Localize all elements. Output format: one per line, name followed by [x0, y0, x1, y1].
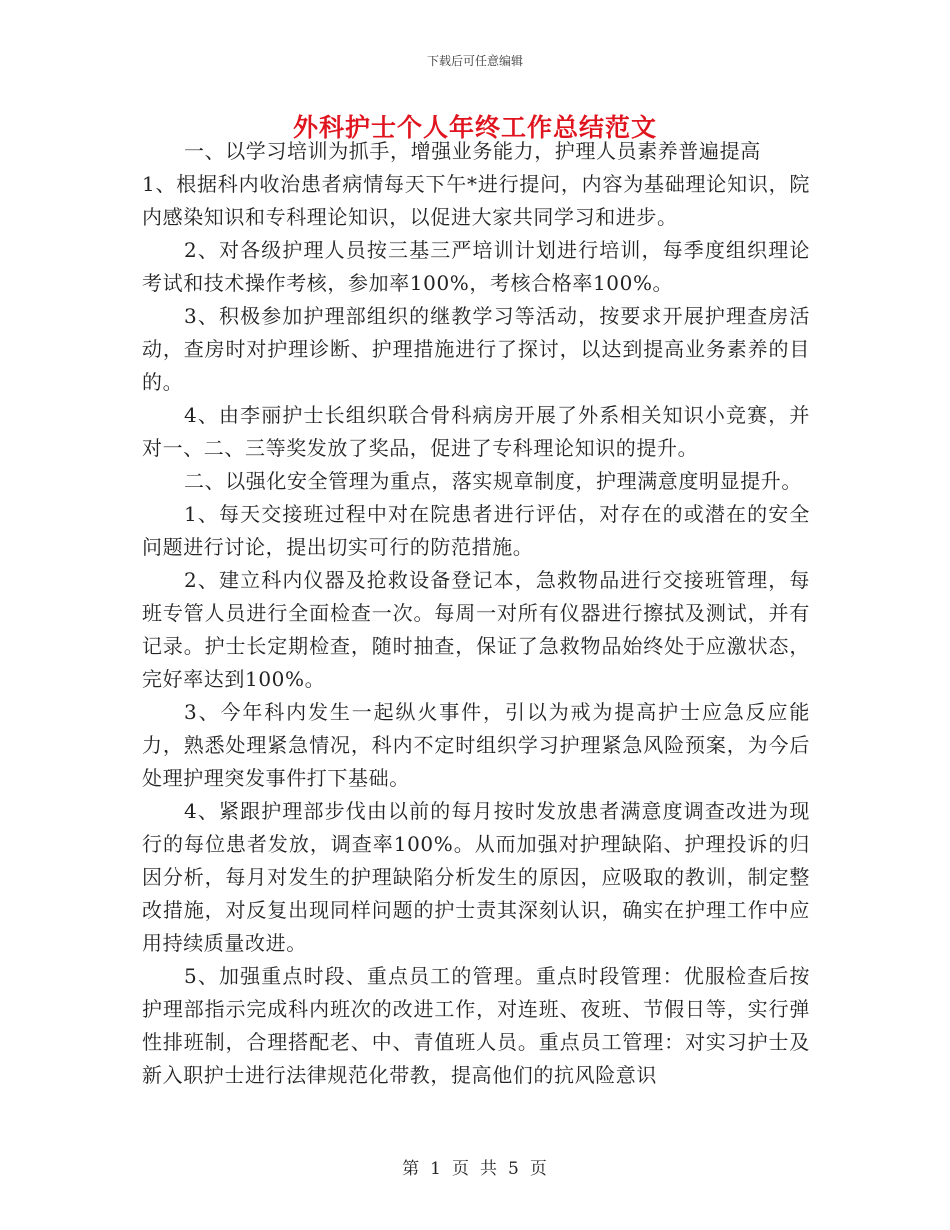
paragraph: 4、紧跟护理部步伐由以前的每月按时发放患者满意度调查改进为现行的每位患者发放，调查率100%。从而加强对护理缺陷、护理投诉的归因分析，每月对发生的护理缺陷分析发生的原因，应吸取的教训，制定整改措施，对反复出现同样问题的护士责其深刻认识，确实在护理工作中应用持续质量改进。 [142, 799, 810, 955]
header-note: 下载后可任意编辑 [426, 54, 523, 68]
page-footer [0, 1154, 950, 1179]
paragraph: 1、每天交接班过程中对在院患者进行评估，对存在的或潜在的安全问题进行讨论，提出切实可行的防范措施。 [142, 502, 810, 559]
footer-word: 共 [480, 1159, 498, 1179]
footer-word: 页 [452, 1159, 470, 1179]
document-body [142, 135, 810, 1092]
paragraph: 3、积极参加护理部组织的继教学习等活动，按要求开展护理查房活动，查房时对护理诊断、护理措施进行了探讨，以达到提高业务素养的目的。 [142, 304, 810, 394]
footer-word: 页 [529, 1159, 548, 1179]
total-page-count: 5 [508, 1159, 520, 1179]
paragraph: 2、建立科内仪器及抢救设备登记本，急救物品进行交接班管理，每班专管人员进行全面检查一次。每周一对所有仪器进行擦拭及测试，并有记录。护士长定期检查，随时抽查，保证了急救物品始终处于应激状态，完好率达到100%。 [142, 568, 810, 691]
paragraph: 3、今年科内发生一起纵火事件，引以为戒为提高护士应急反应能力，熟悉处理紧急情况，科内不定时组织学习护理紧急风险预案，为今后处理护理突发事件打下基础。 [142, 700, 810, 790]
paragraph: 1、根据科内收治患者病情每天下午*进行提问，内容为基础理论知识，院内感染知识和专科理论知识，以促进大家共同学习和进步。 [142, 172, 810, 229]
footer-word: 第 [402, 1159, 421, 1179]
paragraph: 二、以强化安全管理为重点，落实规章制度，护理满意度明显提升。 [184, 469, 802, 493]
document-title: 外科护士个人年终工作总结范文 [292, 113, 657, 142]
paragraph: 4、由李丽护士长组织联合骨科病房开展了外系相关知识小竞赛，并对一、二、三等奖发放了奖品，促进了专科理论知识的提升。 [142, 403, 810, 460]
current-page-number: 1 [430, 1159, 442, 1179]
paragraph: 一、以学习培训为抓手，增强业务能力，护理人员素养普遍提高 [184, 139, 761, 163]
paragraph: 5、加强重点时段、重点员工的管理。重点时段管理：优服检查后按护理部指示完成科内班次的改进工作，对连班、夜班、节假日等，实行弹性排班制，合理搭配老、中、青值班人员。重点员工管理：对实习护士及新入职护士进行法律规范化带教，提高他们的抗风险意识 [142, 964, 810, 1087]
paragraph: 2、对各级护理人员按三基三严培训计划进行培训，每季度组织理论考试和技术操作考核，参加率100%，考核合格率100%。 [142, 238, 810, 295]
